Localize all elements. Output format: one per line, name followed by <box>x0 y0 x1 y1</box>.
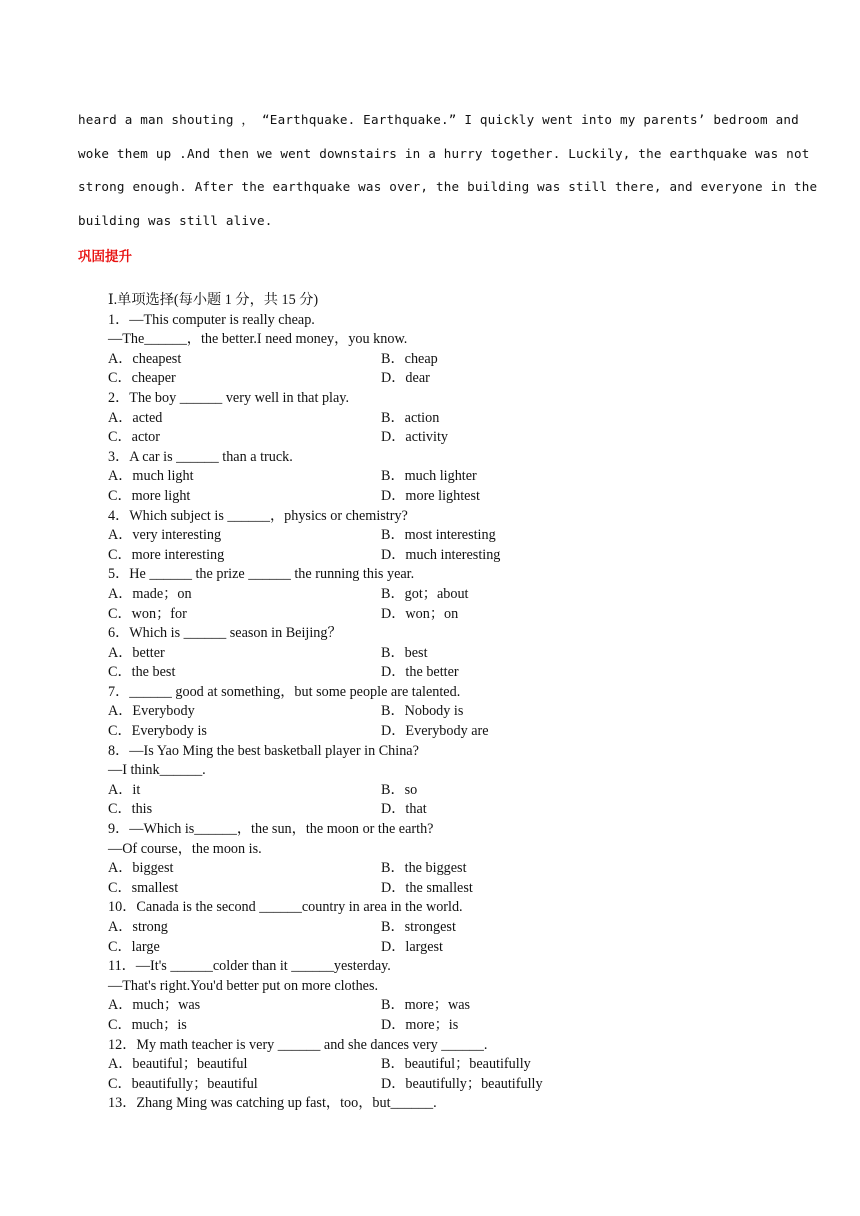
option-row <box>108 605 788 625</box>
multiple-choice-section <box>108 291 788 1114</box>
question <box>108 820 788 898</box>
answer-option: B．much lighter <box>381 468 477 485</box>
question-stem: 6．Which is ______ season in Beijing？ <box>108 625 342 642</box>
answer-option: C．more light <box>108 487 191 504</box>
answer-option: A．biggest <box>108 860 174 877</box>
answer-option: B．Nobody is <box>381 703 464 720</box>
answer-option: B．best <box>381 644 428 661</box>
option-row <box>108 546 788 566</box>
question <box>108 311 788 389</box>
answer-option: C．much；is <box>108 1016 187 1033</box>
question <box>108 507 788 566</box>
answer-option: D．that <box>381 801 427 818</box>
answer-option: B．cheap <box>381 350 438 367</box>
answer-option: B．most interesting <box>381 527 496 544</box>
answer-option: A．much；was <box>108 997 201 1014</box>
question <box>108 389 788 448</box>
option-row <box>108 526 788 546</box>
option-row <box>108 722 788 742</box>
question-stem: 5．He ______ the prize ______ the running this year. <box>108 566 415 583</box>
option-row <box>108 369 788 389</box>
question-dialogue-line: —I think______. <box>108 762 206 779</box>
answer-option: D．activity <box>381 429 448 446</box>
option-row <box>108 859 788 879</box>
question <box>108 565 788 624</box>
answer-option: C．actor <box>108 429 161 446</box>
answer-option: A．much light <box>108 468 194 485</box>
option-row <box>108 428 788 448</box>
option-row <box>108 996 788 1016</box>
question-stem: 10．Canada is the second ______country in area in the world. <box>108 899 463 916</box>
answer-option: D．Everybody are <box>381 723 489 740</box>
intro-paragraph <box>78 103 818 237</box>
question-stem: 1．—This computer is really cheap. <box>108 311 315 328</box>
option-row <box>108 702 788 722</box>
answer-option: B．got；about <box>381 585 469 602</box>
answer-option: C．large <box>108 938 160 955</box>
option-row <box>108 918 788 938</box>
question-dialogue-line: —That's right.You'd better put on more clothes. <box>108 977 379 994</box>
option-row <box>108 350 788 370</box>
answer-option: C．more interesting <box>108 546 225 563</box>
answer-option: D．more；is <box>381 1016 459 1033</box>
question <box>108 1036 788 1095</box>
intro-line: strong enough. After the earthquake was over, the building was still there, and everyone in the <box>78 179 818 195</box>
answer-option: B．beautiful；beautifully <box>381 1056 531 1073</box>
answer-option: B．so <box>381 781 418 798</box>
option-row <box>108 938 788 958</box>
answer-option: A．made；on <box>108 585 192 602</box>
option-row <box>108 1055 788 1075</box>
option-row <box>108 409 788 429</box>
question-stem: 12．My math teacher is very ______ and she dances very ______. <box>108 1036 488 1053</box>
question <box>108 624 788 683</box>
question-dialogue-line: —The______，the better.I need money，you know. <box>108 331 408 348</box>
answer-option: A．strong <box>108 919 168 935</box>
intro-line: building was still alive. <box>78 212 273 228</box>
answer-option: D．the smallest <box>381 879 473 896</box>
answer-option: A．Everybody <box>108 703 195 720</box>
answer-option: C．won；for <box>108 605 187 622</box>
option-row <box>108 487 788 507</box>
answer-option: C．smallest <box>108 879 179 896</box>
answer-option: D．the better <box>381 664 459 681</box>
question <box>108 683 788 742</box>
answer-option: A．better <box>108 644 165 661</box>
answer-option: B．strongest <box>381 919 456 935</box>
answer-option: D．beautifully；beautifully <box>381 1075 543 1092</box>
answer-option: B．the biggest <box>381 860 467 877</box>
section-heading: 巩固提升 <box>78 249 132 265</box>
answer-option: C．cheaper <box>108 370 176 387</box>
question <box>108 957 788 1035</box>
question <box>108 448 788 507</box>
answer-option: A．beautiful；beautiful <box>108 1056 248 1073</box>
question <box>108 742 788 820</box>
intro-line: heard a man shouting ， “Earthquake. Earthquake.” I quickly went into my parents’ bedroom and <box>78 112 799 127</box>
option-row <box>108 800 788 820</box>
answer-option: B．action <box>381 409 440 426</box>
answer-option: A．very interesting <box>108 527 222 544</box>
question <box>108 898 788 957</box>
answer-option: C．the best <box>108 664 176 681</box>
answer-option: D．dear <box>381 370 430 387</box>
part-title: Ⅰ.单项选择(每小题 1 分，共 15 分) <box>108 292 319 308</box>
question-stem: 7．______ good at something，but some people are talented. <box>108 683 461 700</box>
option-row <box>108 781 788 801</box>
question <box>108 1094 788 1114</box>
answer-option: B．more；was <box>381 997 471 1014</box>
question-list <box>108 311 788 1114</box>
option-row <box>108 879 788 899</box>
question-stem: 8．—Is Yao Ming the best basketball player in China? <box>108 742 419 759</box>
option-row <box>108 1016 788 1036</box>
answer-option: D．won；on <box>381 605 459 622</box>
question-stem: 3．A car is ______ than a truck. <box>108 448 293 465</box>
question-stem: 2．The boy ______ very well in that play. <box>108 389 350 406</box>
answer-option: D．largest <box>381 938 443 955</box>
question-stem: 11．—It's ______colder than it ______yesterday. <box>108 958 391 975</box>
intro-line: woke them up .And then we went downstairs in a hurry together. Luckily, the earthquake was not <box>78 145 810 161</box>
question-dialogue-line: —Of course，the moon is. <box>108 840 262 857</box>
answer-option: A．acted <box>108 409 163 426</box>
option-row <box>108 644 788 664</box>
answer-option: D．more lightest <box>381 487 480 504</box>
option-row <box>108 585 788 605</box>
answer-option: C．this <box>108 801 153 818</box>
option-row <box>108 1075 788 1095</box>
answer-option: D．much interesting <box>381 546 501 563</box>
answer-option: C．beautifully；beautiful <box>108 1075 258 1092</box>
question-stem: 9．—Which is______，the sun，the moon or the earth? <box>108 821 434 838</box>
option-row <box>108 467 788 487</box>
answer-option: C．Everybody is <box>108 723 207 740</box>
option-row <box>108 663 788 683</box>
answer-option: A．it <box>108 781 141 798</box>
answer-option: A．cheapest <box>108 350 182 367</box>
question-stem: 13．Zhang Ming was catching up fast，too，but______. <box>108 1095 437 1112</box>
question-stem: 4．Which subject is ______，physics or chemistry? <box>108 507 408 524</box>
